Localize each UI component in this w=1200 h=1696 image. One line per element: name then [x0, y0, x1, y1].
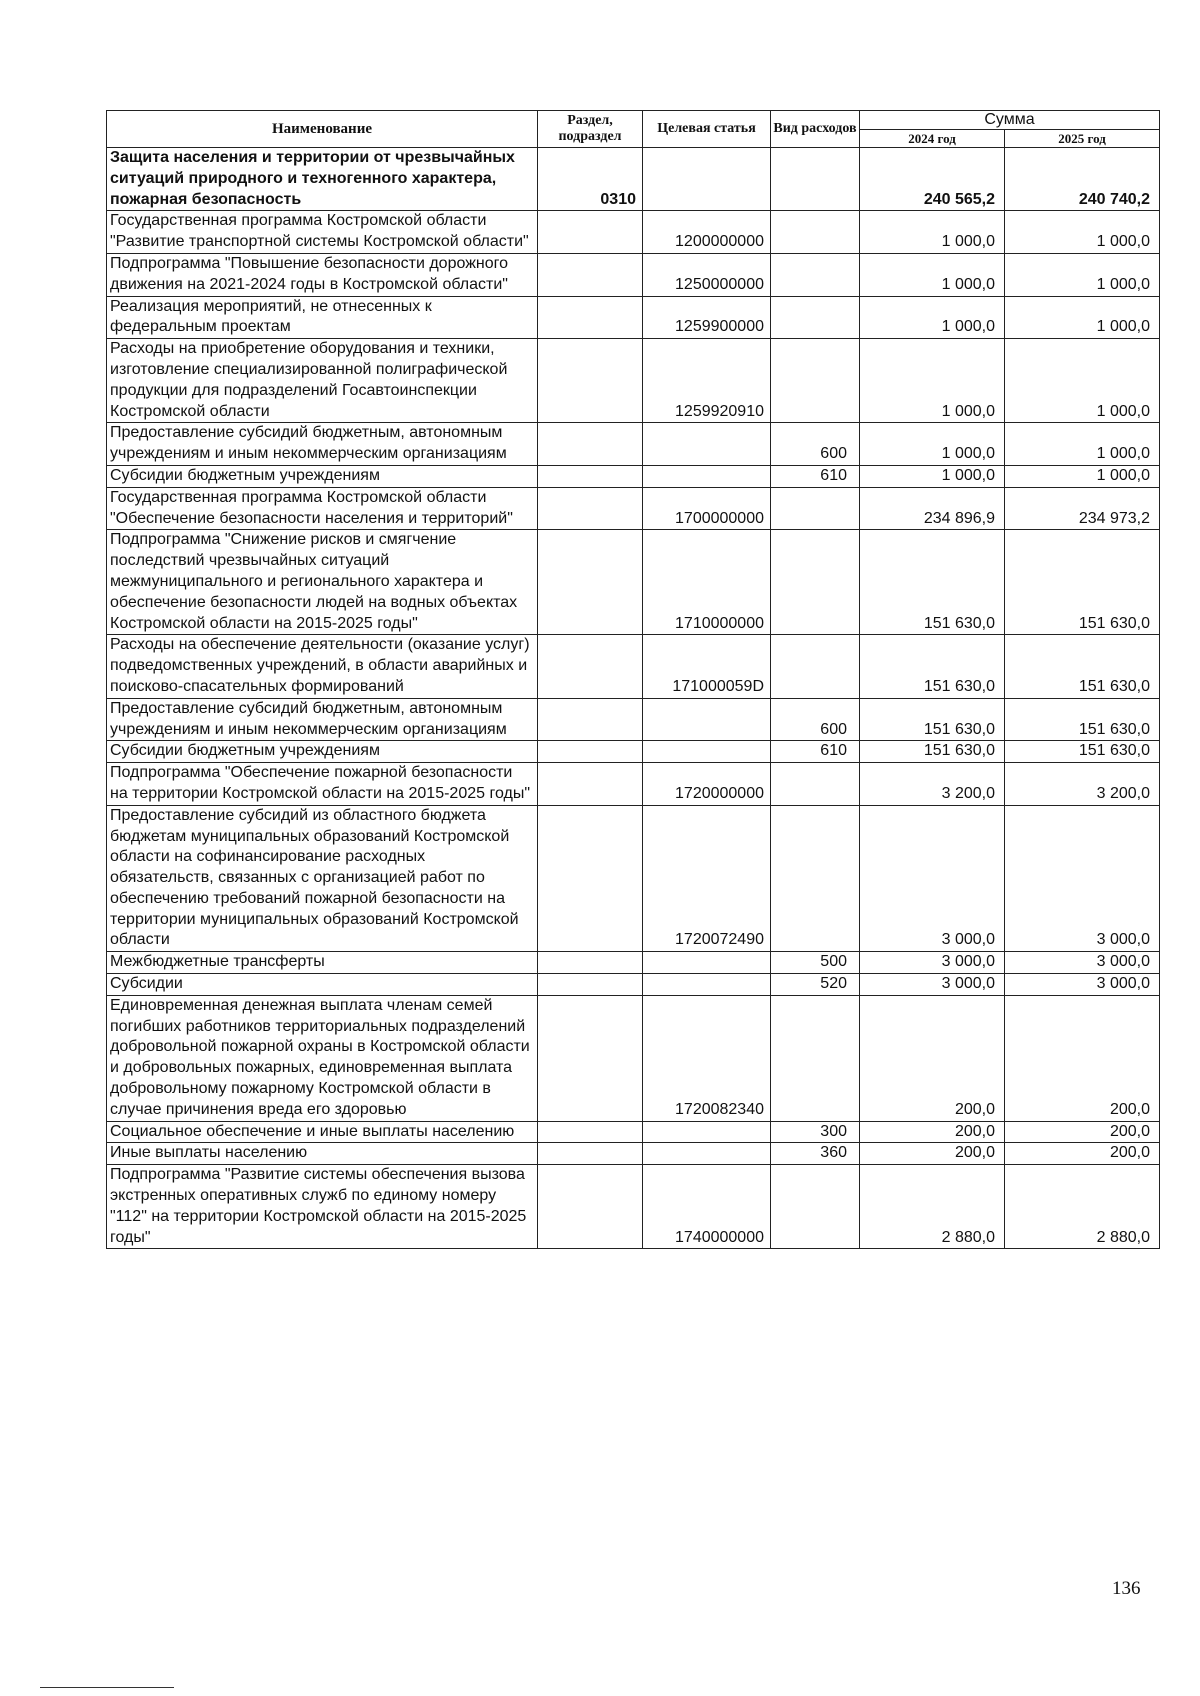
- table-row: [107, 148, 1160, 211]
- table-body: [107, 148, 1160, 1249]
- table-row: [107, 995, 1160, 1121]
- cell-name: Предоставление субсидий из областного бюджета бюджетам муниципальных образований Костромской области на софинансирование расходных обязательств, связанных с организацией работ по обеспечению требований пожарной безопасности на территории муниципальных образований Костромской области: [107, 805, 538, 952]
- cell-sum-2024: 1 000,0: [860, 296, 1005, 339]
- cell-name: Подпрограмма "Обеспечение пожарной безопасности на территории Костромской области на 2015-2025 годы": [107, 763, 538, 806]
- cell-expense-type: 520: [771, 974, 860, 996]
- cell-name: Защита населения и территории от чрезвычайных ситуаций природного и техногенного характера, пожарная безопасность: [107, 148, 538, 211]
- cell-razdel: [538, 805, 643, 952]
- cell-sum-2025: 151 630,0: [1005, 635, 1160, 698]
- cell-sum-2024: 151 630,0: [860, 698, 1005, 741]
- header-vid: Вид расходов: [771, 111, 860, 148]
- table-row: [107, 339, 1160, 423]
- cell-sum-2024: 240 565,2: [860, 148, 1005, 211]
- cell-sum-2025: 200,0: [1005, 995, 1160, 1121]
- table-row: [107, 1165, 1160, 1249]
- cell-razdel: [538, 465, 643, 487]
- cell-sum-2025: 3 000,0: [1005, 805, 1160, 952]
- cell-sum-2024: 200,0: [860, 1143, 1005, 1165]
- cell-target-code: 1720082340: [643, 995, 771, 1121]
- header-name: Наименование: [107, 111, 538, 148]
- table-row: [107, 296, 1160, 339]
- table-row: [107, 635, 1160, 698]
- cell-name: Подпрограмма "Повышение безопасности дорожного движения на 2021-2024 годы в Костромской области": [107, 253, 538, 296]
- cell-razdel: [538, 530, 643, 635]
- table-row: [107, 530, 1160, 635]
- cell-sum-2025: 1 000,0: [1005, 423, 1160, 466]
- cell-expense-type: 500: [771, 952, 860, 974]
- cell-sum-2025: 3 000,0: [1005, 974, 1160, 996]
- cell-sum-2025: 1 000,0: [1005, 465, 1160, 487]
- cell-name: Подпрограмма "Снижение рисков и смягчение последствий чрезвычайных ситуаций межмуниципального и регионального характера и обеспечение безопасности людей на водных объектах Костромской области на 2015-2025 годы": [107, 530, 538, 635]
- cell-razdel: [538, 698, 643, 741]
- cell-sum-2024: 2 880,0: [860, 1165, 1005, 1249]
- header-row: [107, 111, 1160, 130]
- cell-target-code: 171000059D: [643, 635, 771, 698]
- cell-expense-type: 360: [771, 1143, 860, 1165]
- cell-razdel: [538, 211, 643, 254]
- header-summa: Сумма: [860, 111, 1160, 130]
- header-razdel: Раздел, подраздел: [538, 111, 643, 148]
- cell-sum-2025: 200,0: [1005, 1121, 1160, 1143]
- header-celevaya: Целевая статья: [643, 111, 771, 148]
- cell-sum-2024: 200,0: [860, 995, 1005, 1121]
- cell-target-code: 1259920910: [643, 339, 771, 423]
- cell-expense-type: 300: [771, 1121, 860, 1143]
- table-row: [107, 253, 1160, 296]
- cell-razdel: [538, 741, 643, 763]
- cell-sum-2025: 1 000,0: [1005, 296, 1160, 339]
- cell-target-code: 1710000000: [643, 530, 771, 635]
- cell-target-code: [643, 148, 771, 211]
- budget-table: [106, 110, 1160, 1249]
- cell-target-code: [643, 1143, 771, 1165]
- cell-target-code: [643, 698, 771, 741]
- cell-expense-type: 600: [771, 423, 860, 466]
- cell-expense-type: [771, 530, 860, 635]
- table-row: [107, 423, 1160, 466]
- cell-razdel: [538, 952, 643, 974]
- cell-sum-2024: 151 630,0: [860, 635, 1005, 698]
- cell-target-code: 1259900000: [643, 296, 771, 339]
- cell-razdel: [538, 1121, 643, 1143]
- cell-sum-2025: 1 000,0: [1005, 339, 1160, 423]
- table-row: [107, 763, 1160, 806]
- cell-name: Предоставление субсидий бюджетным, автономным учреждениям и иным некоммерческим организациям: [107, 698, 538, 741]
- cell-target-code: [643, 1121, 771, 1143]
- footnote-separator: [40, 1687, 174, 1688]
- cell-expense-type: 610: [771, 741, 860, 763]
- cell-sum-2024: 1 000,0: [860, 423, 1005, 466]
- cell-expense-type: [771, 635, 860, 698]
- table-row: [107, 741, 1160, 763]
- cell-razdel: [538, 635, 643, 698]
- table-row: [107, 1143, 1160, 1165]
- cell-razdel: 0310: [538, 148, 643, 211]
- cell-razdel: [538, 1143, 643, 1165]
- cell-sum-2025: 151 630,0: [1005, 530, 1160, 635]
- cell-sum-2024: 3 000,0: [860, 974, 1005, 996]
- cell-sum-2025: 240 740,2: [1005, 148, 1160, 211]
- cell-expense-type: [771, 805, 860, 952]
- cell-sum-2025: 1 000,0: [1005, 253, 1160, 296]
- cell-sum-2025: 3 200,0: [1005, 763, 1160, 806]
- cell-target-code: 1250000000: [643, 253, 771, 296]
- cell-name: Подпрограмма "Развитие системы обеспечения вызова экстренных оперативных служб по единому номеру "112" на территории Костромской области на 2015-2025 годы": [107, 1165, 538, 1249]
- cell-expense-type: 600: [771, 698, 860, 741]
- cell-target-code: 1720000000: [643, 763, 771, 806]
- table-row: [107, 805, 1160, 952]
- cell-razdel: [538, 423, 643, 466]
- cell-target-code: [643, 465, 771, 487]
- cell-expense-type: [771, 763, 860, 806]
- cell-sum-2024: 1 000,0: [860, 339, 1005, 423]
- cell-sum-2025: 151 630,0: [1005, 698, 1160, 741]
- table-row: [107, 974, 1160, 996]
- cell-name: Социальное обеспечение и иные выплаты населению: [107, 1121, 538, 1143]
- cell-razdel: [538, 974, 643, 996]
- cell-expense-type: [771, 487, 860, 530]
- cell-target-code: 1720072490: [643, 805, 771, 952]
- cell-name: Субсидии бюджетным учреждениям: [107, 741, 538, 763]
- table-row: [107, 1121, 1160, 1143]
- table-row: [107, 211, 1160, 254]
- cell-target-code: 1200000000: [643, 211, 771, 254]
- cell-sum-2025: 3 000,0: [1005, 952, 1160, 974]
- cell-sum-2024: 151 630,0: [860, 741, 1005, 763]
- cell-razdel: [538, 1165, 643, 1249]
- header-year-2025: 2025 год: [1005, 130, 1160, 148]
- cell-sum-2024: 151 630,0: [860, 530, 1005, 635]
- cell-sum-2025: 151 630,0: [1005, 741, 1160, 763]
- cell-target-code: 1700000000: [643, 487, 771, 530]
- cell-expense-type: [771, 1165, 860, 1249]
- cell-target-code: [643, 423, 771, 466]
- cell-name: Реализация мероприятий, не отнесенных к федеральным проектам: [107, 296, 538, 339]
- cell-expense-type: [771, 296, 860, 339]
- cell-expense-type: [771, 339, 860, 423]
- cell-target-code: [643, 974, 771, 996]
- cell-name: Государственная программа Костромской области "Обеспечение безопасности населения и территорий": [107, 487, 538, 530]
- cell-name: Государственная программа Костромской области "Развитие транспортной системы Костромской области": [107, 211, 538, 254]
- cell-sum-2024: 1 000,0: [860, 253, 1005, 296]
- cell-sum-2024: 3 200,0: [860, 763, 1005, 806]
- cell-sum-2025: 234 973,2: [1005, 487, 1160, 530]
- cell-razdel: [538, 339, 643, 423]
- cell-name: Расходы на приобретение оборудования и техники, изготовление специализированной полиграфической продукции для подразделений Госавтоинспекции Костромской области: [107, 339, 538, 423]
- table-row: [107, 465, 1160, 487]
- cell-sum-2025: 1 000,0: [1005, 211, 1160, 254]
- cell-name: Межбюджетные трансферты: [107, 952, 538, 974]
- cell-expense-type: [771, 148, 860, 211]
- cell-expense-type: [771, 253, 860, 296]
- cell-sum-2025: 200,0: [1005, 1143, 1160, 1165]
- cell-expense-type: 610: [771, 465, 860, 487]
- cell-sum-2024: 3 000,0: [860, 952, 1005, 974]
- cell-razdel: [538, 253, 643, 296]
- header-year-2024: 2024 год: [860, 130, 1005, 148]
- page-number: 136: [1112, 1578, 1141, 1599]
- cell-sum-2025: 2 880,0: [1005, 1165, 1160, 1249]
- cell-sum-2024: 1 000,0: [860, 465, 1005, 487]
- cell-razdel: [538, 296, 643, 339]
- cell-razdel: [538, 995, 643, 1121]
- cell-sum-2024: 234 896,9: [860, 487, 1005, 530]
- cell-expense-type: [771, 211, 860, 254]
- cell-name: Субсидии бюджетным учреждениям: [107, 465, 538, 487]
- cell-name: Предоставление субсидий бюджетным, автономным учреждениям и иным некоммерческим организациям: [107, 423, 538, 466]
- cell-razdel: [538, 487, 643, 530]
- cell-sum-2024: 3 000,0: [860, 805, 1005, 952]
- cell-razdel: [538, 763, 643, 806]
- cell-name: Иные выплаты населению: [107, 1143, 538, 1165]
- cell-target-code: [643, 952, 771, 974]
- table-row: [107, 952, 1160, 974]
- cell-sum-2024: 200,0: [860, 1121, 1005, 1143]
- cell-sum-2024: 1 000,0: [860, 211, 1005, 254]
- cell-name: Субсидии: [107, 974, 538, 996]
- cell-name: Расходы на обеспечение деятельности (оказание услуг) подведомственных учреждений, в области аварийных и поисково-спасательных формирований: [107, 635, 538, 698]
- cell-target-code: 1740000000: [643, 1165, 771, 1249]
- cell-target-code: [643, 741, 771, 763]
- cell-name: Единовременная денежная выплата членам семей погибших работников территориальных подразделений добровольной пожарной охраны в Костромской области и добровольных пожарных, единовременная выплата добровольному пожарному Костромской области в случае причинения вреда его здоровью: [107, 995, 538, 1121]
- table-row: [107, 698, 1160, 741]
- table-row: [107, 487, 1160, 530]
- cell-expense-type: [771, 995, 860, 1121]
